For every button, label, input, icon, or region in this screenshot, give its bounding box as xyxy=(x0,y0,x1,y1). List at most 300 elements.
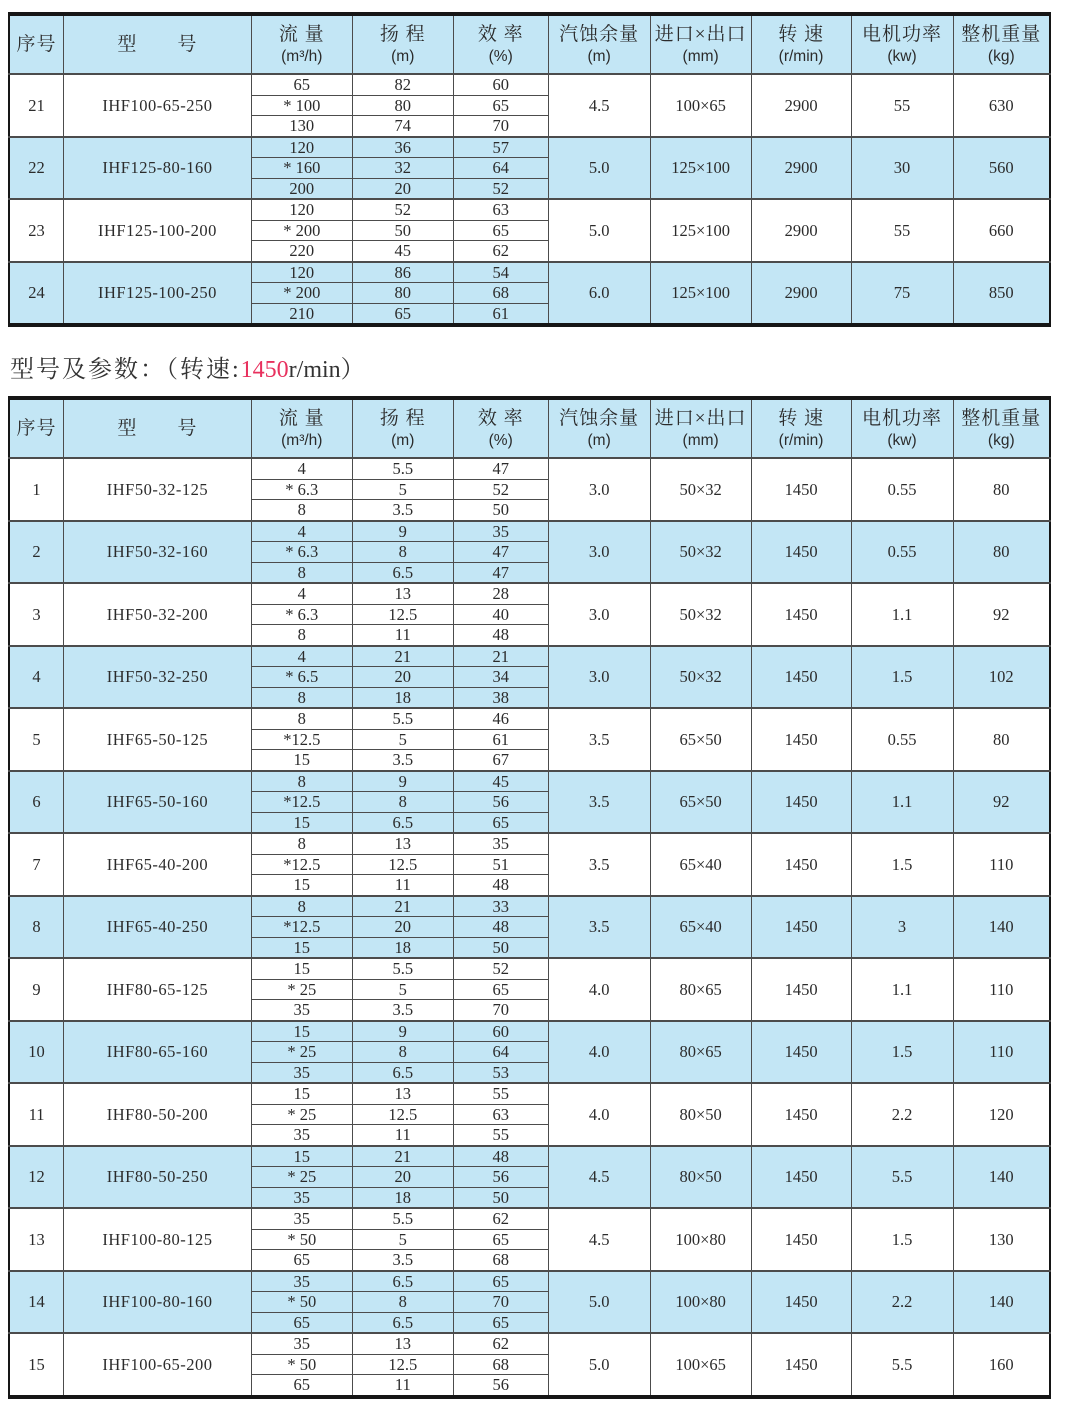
cell-flow: 200 xyxy=(251,178,352,199)
cell-flow: 4 xyxy=(251,583,352,604)
cell-head: 6.5 xyxy=(352,1271,453,1292)
heading-suffix: r/min） xyxy=(288,357,365,383)
heading-prefix: 型号及参数：（转速: xyxy=(10,357,241,383)
cell-weight: 80 xyxy=(953,708,1050,771)
cell-head: 3.5 xyxy=(352,500,453,521)
cell-head: 11 xyxy=(352,875,453,896)
cell-flow: * 50 xyxy=(251,1354,352,1375)
spec-row xyxy=(9,646,1050,667)
cell-flow: * 25 xyxy=(251,1104,352,1125)
cell-head: 5 xyxy=(352,729,453,750)
cell-power: 55 xyxy=(851,199,953,262)
cell-weight: 80 xyxy=(953,521,1050,584)
cell-head: 9 xyxy=(352,1021,453,1042)
cell-power: 30 xyxy=(851,137,953,200)
model-name: IHF125-100-250 xyxy=(64,262,252,326)
cell-npsh: 5.0 xyxy=(548,1333,650,1397)
cell-efficiency: 65 xyxy=(453,812,548,833)
cell-flow: * 25 xyxy=(251,979,352,1000)
col-ports: 进口×出口 (mm) xyxy=(650,14,751,74)
cell-weight: 660 xyxy=(953,199,1050,262)
model-name: IHF50-32-125 xyxy=(64,458,252,521)
model-name: IHF100-80-125 xyxy=(64,1208,252,1271)
cell-flow: 4 xyxy=(251,646,352,667)
cell-weight: 102 xyxy=(953,646,1050,709)
cell-flow: 120 xyxy=(251,199,352,220)
col-no: 序号 xyxy=(9,14,64,74)
cell-efficiency: 62 xyxy=(453,1333,548,1354)
cell-head: 21 xyxy=(352,896,453,917)
cell-efficiency: 28 xyxy=(453,583,548,604)
cell-flow: 8 xyxy=(251,625,352,646)
pump-table-2900 xyxy=(8,12,1051,327)
cell-ports: 80×50 xyxy=(650,1146,751,1209)
cell-flow: * 50 xyxy=(251,1229,352,1250)
cell-efficiency: 63 xyxy=(453,199,548,220)
row-no: 11 xyxy=(9,1083,64,1146)
cell-weight: 560 xyxy=(953,137,1050,200)
cell-efficiency: 67 xyxy=(453,750,548,771)
col-npsh: 汽蚀余量 (m) xyxy=(548,398,650,458)
cell-efficiency: 60 xyxy=(453,1021,548,1042)
cell-head: 20 xyxy=(352,667,453,688)
cell-ports: 65×40 xyxy=(650,833,751,896)
cell-power: 2.2 xyxy=(851,1083,953,1146)
row-no: 13 xyxy=(9,1208,64,1271)
row-no: 22 xyxy=(9,137,64,200)
cell-efficiency: 33 xyxy=(453,896,548,917)
cell-flow: 15 xyxy=(251,1146,352,1167)
col-efficiency: 效 率 (%) xyxy=(453,14,548,74)
row-no: 8 xyxy=(9,896,64,959)
cell-efficiency: 63 xyxy=(453,1104,548,1125)
col-no: 序号 xyxy=(9,398,64,458)
cell-speed: 1450 xyxy=(751,1021,851,1084)
cell-speed: 1450 xyxy=(751,1333,851,1397)
heading-speed-value: 1450 xyxy=(240,357,289,383)
cell-head: 12.5 xyxy=(352,854,453,875)
cell-power: 0.55 xyxy=(851,458,953,521)
cell-efficiency: 55 xyxy=(453,1083,548,1104)
cell-flow: 4 xyxy=(251,458,352,479)
row-no: 14 xyxy=(9,1271,64,1334)
cell-efficiency: 45 xyxy=(453,771,548,792)
cell-power: 0.55 xyxy=(851,708,953,771)
cell-head: 20 xyxy=(352,1167,453,1188)
cell-flow: 4 xyxy=(251,521,352,542)
cell-head: 20 xyxy=(352,178,453,199)
pump-table-1450 xyxy=(8,396,1051,1399)
cell-efficiency: 34 xyxy=(453,667,548,688)
cell-head: 80 xyxy=(352,95,453,116)
cell-flow: 120 xyxy=(251,262,352,283)
cell-flow: *12.5 xyxy=(251,917,352,938)
cell-head: 5 xyxy=(352,979,453,1000)
cell-efficiency: 48 xyxy=(453,625,548,646)
cell-speed: 1450 xyxy=(751,833,851,896)
cell-ports: 100×65 xyxy=(650,1333,751,1397)
cell-efficiency: 21 xyxy=(453,646,548,667)
cell-efficiency: 70 xyxy=(453,116,548,137)
row-no: 10 xyxy=(9,1021,64,1084)
cell-efficiency: 68 xyxy=(453,283,548,304)
cell-head: 11 xyxy=(352,625,453,646)
cell-speed: 1450 xyxy=(751,458,851,521)
cell-npsh: 3.5 xyxy=(548,771,650,834)
cell-flow: 35 xyxy=(251,1000,352,1021)
cell-npsh: 3.5 xyxy=(548,896,650,959)
cell-weight: 92 xyxy=(953,583,1050,646)
cell-speed: 1450 xyxy=(751,958,851,1021)
cell-efficiency: 48 xyxy=(453,1146,548,1167)
cell-weight: 110 xyxy=(953,833,1050,896)
cell-npsh: 3.0 xyxy=(548,646,650,709)
cell-head: 11 xyxy=(352,1375,453,1397)
cell-power: 1.5 xyxy=(851,1208,953,1271)
col-speed: 转 速 (r/min) xyxy=(751,398,851,458)
table-header-1450 xyxy=(9,398,1050,458)
spec-row xyxy=(9,771,1050,792)
cell-speed: 1450 xyxy=(751,771,851,834)
cell-ports: 125×100 xyxy=(650,137,751,200)
cell-npsh: 6.0 xyxy=(548,262,650,326)
spec-row xyxy=(9,958,1050,979)
cell-efficiency: 60 xyxy=(453,74,548,95)
cell-power: 75 xyxy=(851,262,953,326)
cell-power: 1.5 xyxy=(851,833,953,896)
cell-power: 3 xyxy=(851,896,953,959)
cell-efficiency: 38 xyxy=(453,687,548,708)
cell-efficiency: 48 xyxy=(453,917,548,938)
cell-flow: * 200 xyxy=(251,283,352,304)
model-name: IHF100-65-250 xyxy=(64,74,252,137)
cell-head: 9 xyxy=(352,771,453,792)
cell-weight: 630 xyxy=(953,74,1050,137)
row-no: 2 xyxy=(9,521,64,584)
spec-row xyxy=(9,1271,1050,1292)
cell-power: 1.1 xyxy=(851,771,953,834)
col-npsh: 汽蚀余量 (m) xyxy=(548,14,650,74)
table-header-2900 xyxy=(9,14,1050,74)
cell-efficiency: 52 xyxy=(453,479,548,500)
cell-efficiency: 65 xyxy=(453,979,548,1000)
cell-head: 52 xyxy=(352,199,453,220)
cell-flow: *12.5 xyxy=(251,854,352,875)
cell-flow: 65 xyxy=(251,74,352,95)
cell-power: 5.5 xyxy=(851,1146,953,1209)
cell-flow: * 6.3 xyxy=(251,479,352,500)
row-no: 9 xyxy=(9,958,64,1021)
cell-efficiency: 62 xyxy=(453,1208,548,1229)
cell-flow: 15 xyxy=(251,958,352,979)
cell-flow: 8 xyxy=(251,500,352,521)
cell-head: 74 xyxy=(352,116,453,137)
cell-head: 12.5 xyxy=(352,604,453,625)
cell-head: 5.5 xyxy=(352,458,453,479)
cell-head: 3.5 xyxy=(352,1250,453,1271)
cell-power: 5.5 xyxy=(851,1333,953,1397)
cell-efficiency: 55 xyxy=(453,1125,548,1146)
row-no: 21 xyxy=(9,74,64,137)
cell-head: 21 xyxy=(352,646,453,667)
cell-efficiency: 61 xyxy=(453,303,548,325)
model-name: IHF50-32-160 xyxy=(64,521,252,584)
cell-efficiency: 64 xyxy=(453,1042,548,1063)
row-no: 1 xyxy=(9,458,64,521)
cell-flow: *12.5 xyxy=(251,729,352,750)
cell-flow: 15 xyxy=(251,812,352,833)
cell-ports: 80×50 xyxy=(650,1083,751,1146)
cell-flow: 65 xyxy=(251,1250,352,1271)
spec-row xyxy=(9,74,1050,95)
cell-efficiency: 52 xyxy=(453,178,548,199)
cell-head: 5.5 xyxy=(352,708,453,729)
cell-npsh: 3.5 xyxy=(548,708,650,771)
cell-weight: 110 xyxy=(953,1021,1050,1084)
model-name: IHF80-50-250 xyxy=(64,1146,252,1209)
cell-head: 36 xyxy=(352,137,453,158)
cell-npsh: 4.5 xyxy=(548,74,650,137)
model-name: IHF80-65-125 xyxy=(64,958,252,1021)
cell-speed: 1450 xyxy=(751,1208,851,1271)
spec-row xyxy=(9,199,1050,220)
cell-npsh: 5.0 xyxy=(548,199,650,262)
row-no: 15 xyxy=(9,1333,64,1397)
cell-npsh: 3.5 xyxy=(548,833,650,896)
cell-flow: * 200 xyxy=(251,220,352,241)
cell-head: 8 xyxy=(352,1042,453,1063)
model-name: IHF65-40-250 xyxy=(64,896,252,959)
cell-efficiency: 47 xyxy=(453,458,548,479)
cell-head: 8 xyxy=(352,1292,453,1313)
cell-ports: 125×100 xyxy=(650,262,751,326)
cell-npsh: 4.0 xyxy=(548,1021,650,1084)
cell-flow: * 6.3 xyxy=(251,542,352,563)
cell-head: 6.5 xyxy=(352,1312,453,1333)
cell-head: 21 xyxy=(352,1146,453,1167)
cell-flow: 35 xyxy=(251,1208,352,1229)
cell-npsh: 4.0 xyxy=(548,1083,650,1146)
cell-head: 45 xyxy=(352,241,453,262)
cell-efficiency: 70 xyxy=(453,1000,548,1021)
cell-head: 11 xyxy=(352,1125,453,1146)
cell-speed: 1450 xyxy=(751,646,851,709)
cell-npsh: 5.0 xyxy=(548,1271,650,1334)
spec-row xyxy=(9,1083,1050,1104)
model-name: IHF100-65-200 xyxy=(64,1333,252,1397)
cell-efficiency: 35 xyxy=(453,833,548,854)
cell-flow: 15 xyxy=(251,1021,352,1042)
cell-flow: 65 xyxy=(251,1375,352,1397)
row-no: 24 xyxy=(9,262,64,326)
col-head: 扬 程 (m) xyxy=(352,14,453,74)
cell-flow: * 100 xyxy=(251,95,352,116)
cell-flow: * 6.5 xyxy=(251,667,352,688)
cell-efficiency: 70 xyxy=(453,1292,548,1313)
cell-weight: 140 xyxy=(953,1271,1050,1334)
cell-head: 18 xyxy=(352,937,453,958)
cell-flow: 130 xyxy=(251,116,352,137)
cell-efficiency: 48 xyxy=(453,875,548,896)
cell-head: 32 xyxy=(352,158,453,179)
spec-row xyxy=(9,833,1050,854)
cell-efficiency: 65 xyxy=(453,1229,548,1250)
cell-npsh: 3.0 xyxy=(548,521,650,584)
cell-weight: 110 xyxy=(953,958,1050,1021)
cell-weight: 92 xyxy=(953,771,1050,834)
cell-flow: 220 xyxy=(251,241,352,262)
cell-flow: 35 xyxy=(251,1271,352,1292)
cell-head: 20 xyxy=(352,917,453,938)
cell-head: 5 xyxy=(352,479,453,500)
cell-head: 80 xyxy=(352,283,453,304)
spec-row xyxy=(9,708,1050,729)
cell-head: 13 xyxy=(352,1083,453,1104)
cell-flow: 8 xyxy=(251,562,352,583)
cell-npsh: 5.0 xyxy=(548,137,650,200)
cell-flow: * 25 xyxy=(251,1167,352,1188)
cell-head: 13 xyxy=(352,833,453,854)
cell-efficiency: 65 xyxy=(453,95,548,116)
col-model: 型 号 xyxy=(64,398,252,458)
model-name: IHF100-80-160 xyxy=(64,1271,252,1334)
cell-head: 18 xyxy=(352,687,453,708)
row-no: 4 xyxy=(9,646,64,709)
cell-head: 82 xyxy=(352,74,453,95)
cell-head: 13 xyxy=(352,1333,453,1354)
cell-efficiency: 35 xyxy=(453,521,548,542)
cell-weight: 80 xyxy=(953,458,1050,521)
col-power: 电机功率 (kw) xyxy=(851,398,953,458)
spec-row xyxy=(9,1333,1050,1354)
cell-head: 86 xyxy=(352,262,453,283)
cell-efficiency: 46 xyxy=(453,708,548,729)
cell-flow: 35 xyxy=(251,1062,352,1083)
cell-ports: 80×65 xyxy=(650,1021,751,1084)
spec-row xyxy=(9,262,1050,283)
col-model: 型 号 xyxy=(64,14,252,74)
model-name: IHF65-50-160 xyxy=(64,771,252,834)
cell-speed: 2900 xyxy=(751,262,851,326)
cell-weight: 120 xyxy=(953,1083,1050,1146)
cell-efficiency: 56 xyxy=(453,792,548,813)
model-name: IHF50-32-200 xyxy=(64,583,252,646)
cell-speed: 2900 xyxy=(751,74,851,137)
col-speed: 转 速 (r/min) xyxy=(751,14,851,74)
model-name: IHF65-40-200 xyxy=(64,833,252,896)
cell-ports: 50×32 xyxy=(650,646,751,709)
cell-efficiency: 47 xyxy=(453,542,548,563)
cell-npsh: 4.5 xyxy=(548,1208,650,1271)
cell-flow: 65 xyxy=(251,1312,352,1333)
cell-head: 8 xyxy=(352,542,453,563)
cell-flow: 35 xyxy=(251,1333,352,1354)
cell-head: 5.5 xyxy=(352,1208,453,1229)
cell-head: 6.5 xyxy=(352,812,453,833)
cell-ports: 50×32 xyxy=(650,458,751,521)
spec-row xyxy=(9,458,1050,479)
cell-power: 1.5 xyxy=(851,1021,953,1084)
cell-flow: 8 xyxy=(251,833,352,854)
cell-head: 3.5 xyxy=(352,750,453,771)
cell-head: 5.5 xyxy=(352,958,453,979)
col-power: 电机功率 (kw) xyxy=(851,14,953,74)
row-no: 3 xyxy=(9,583,64,646)
cell-ports: 125×100 xyxy=(650,199,751,262)
cell-efficiency: 62 xyxy=(453,241,548,262)
spec-row xyxy=(9,137,1050,158)
cell-weight: 140 xyxy=(953,1146,1050,1209)
cell-efficiency: 50 xyxy=(453,937,548,958)
spec-row xyxy=(9,1146,1050,1167)
cell-efficiency: 47 xyxy=(453,562,548,583)
cell-efficiency: 50 xyxy=(453,1187,548,1208)
cell-head: 5 xyxy=(352,1229,453,1250)
cell-flow: 8 xyxy=(251,771,352,792)
cell-efficiency: 51 xyxy=(453,854,548,875)
col-head: 扬 程 (m) xyxy=(352,398,453,458)
cell-speed: 1450 xyxy=(751,583,851,646)
col-weight: 整机重量 (kg) xyxy=(953,398,1050,458)
cell-flow: 8 xyxy=(251,708,352,729)
cell-ports: 100×65 xyxy=(650,74,751,137)
cell-efficiency: 65 xyxy=(453,220,548,241)
cell-head: 8 xyxy=(352,792,453,813)
cell-head: 6.5 xyxy=(352,562,453,583)
cell-head: 9 xyxy=(352,521,453,542)
cell-npsh: 4.5 xyxy=(548,1146,650,1209)
col-efficiency: 效 率 (%) xyxy=(453,398,548,458)
cell-weight: 160 xyxy=(953,1333,1050,1397)
cell-flow: 15 xyxy=(251,1083,352,1104)
cell-efficiency: 53 xyxy=(453,1062,548,1083)
col-weight: 整机重量 (kg) xyxy=(953,14,1050,74)
cell-flow: 120 xyxy=(251,137,352,158)
section-heading xyxy=(10,349,1057,384)
cell-efficiency: 64 xyxy=(453,158,548,179)
cell-weight: 850 xyxy=(953,262,1050,326)
row-no: 7 xyxy=(9,833,64,896)
cell-head: 12.5 xyxy=(352,1104,453,1125)
model-name: IHF125-80-160 xyxy=(64,137,252,200)
table-body-2900 xyxy=(9,74,1050,325)
cell-power: 0.55 xyxy=(851,521,953,584)
cell-power: 2.2 xyxy=(851,1271,953,1334)
cell-speed: 2900 xyxy=(751,199,851,262)
cell-efficiency: 56 xyxy=(453,1167,548,1188)
spec-row xyxy=(9,1021,1050,1042)
cell-flow: * 50 xyxy=(251,1292,352,1313)
cell-ports: 65×50 xyxy=(650,708,751,771)
cell-speed: 1450 xyxy=(751,1146,851,1209)
cell-flow: 35 xyxy=(251,1187,352,1208)
row-no: 23 xyxy=(9,199,64,262)
cell-flow: * 25 xyxy=(251,1042,352,1063)
cell-weight: 140 xyxy=(953,896,1050,959)
cell-head: 6.5 xyxy=(352,1062,453,1083)
cell-flow: 35 xyxy=(251,1125,352,1146)
cell-speed: 1450 xyxy=(751,1083,851,1146)
spec-row xyxy=(9,896,1050,917)
cell-head: 18 xyxy=(352,1187,453,1208)
cell-ports: 65×50 xyxy=(650,771,751,834)
cell-speed: 1450 xyxy=(751,708,851,771)
cell-efficiency: 56 xyxy=(453,1375,548,1397)
cell-npsh: 3.0 xyxy=(548,458,650,521)
spec-row xyxy=(9,521,1050,542)
cell-efficiency: 65 xyxy=(453,1312,548,1333)
spec-row xyxy=(9,1208,1050,1229)
